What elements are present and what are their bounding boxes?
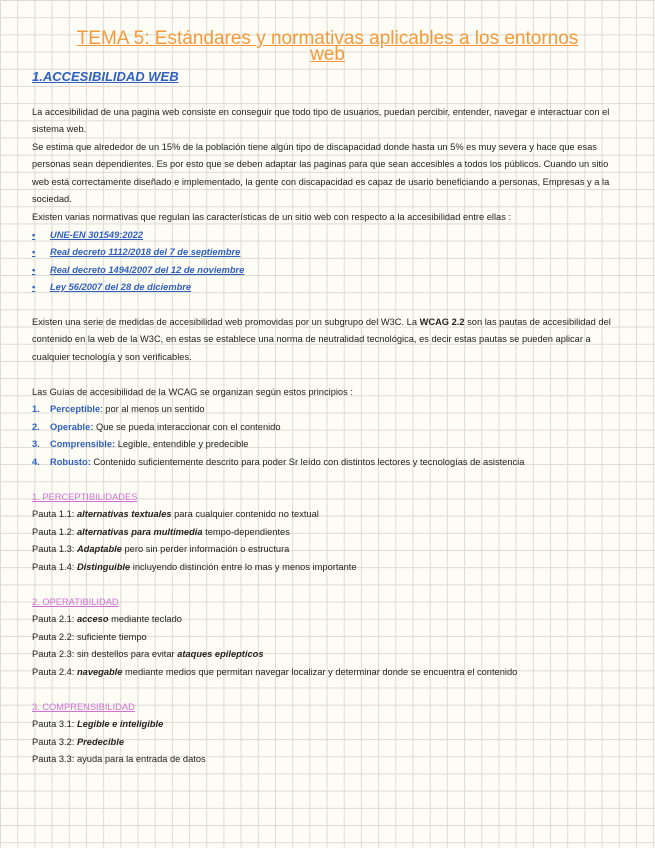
title-line-2: web <box>310 44 345 65</box>
bullet-icon: • <box>32 247 36 257</box>
section-heading-perceptibilidades: 1. PERCEPTIBILIDADES <box>32 492 138 502</box>
wcag-term: WCAG 2.2 <box>419 317 465 327</box>
wcag-paragraph: Existen una serie de medidas de accesibilidad web promovidas por un subgrupo del W3C. La WCAG 2.2 son las pautas de accesibilidad del contenido en la web de la W3C, en estas se establece una norma de neutralidad tecnológica, es decir estas pautas se pueden aplicar a cualquier tecnología y son verificables. <box>32 317 611 362</box>
bullet-icon: • <box>32 230 36 240</box>
principles-intro: Las Guías de accesibilidad de la WCAG se organizan según estos principios : <box>32 387 353 397</box>
title-line-1: TEMA 5: Estándares y normativas aplicables a los entornos <box>76 28 579 49</box>
section-heading-comprensibilidad: 3. COMPRENSIBILIDAD <box>32 702 135 712</box>
pauta-item: Pauta 1.3: Adaptable pero sin perder información o estructura <box>32 544 290 554</box>
pauta-item: Pauta 3.2: Predecible <box>32 737 124 747</box>
principle-item: 2. Operable: Que se pueda interaccionar con el contenido <box>32 422 281 432</box>
pauta-item: Pauta 3.3: ayuda para la entrada de datos <box>32 754 206 764</box>
section-heading-accesibilidad: 1.ACCESIBILIDAD WEB <box>32 69 179 84</box>
normas-paragraph: Existen varias normativas que regulan las características de un sitio web con respecto a la accesibilidad entre ellas : <box>32 212 512 222</box>
principle-item: 3. Comprensible: Legible, entendible y predecible <box>32 439 249 449</box>
pauta-item: Pauta 3.1: Legible e inteligible <box>32 719 164 729</box>
pauta-item: Pauta 2.1: acceso mediante teclado <box>32 614 182 624</box>
section-heading-operatibilidad: 2. OPERATIBILIDAD <box>32 597 119 607</box>
pauta-item: Pauta 2.4: navegable mediante medios que permitan navegar localizar y determinar donde se encuentra el contenido <box>32 667 518 677</box>
norma-item: • UNE-EN 301549:2022 <box>32 227 143 244</box>
principle-item: 1. Perceptible: por al menos un sentido <box>32 404 205 414</box>
estimate-paragraph: Se estima que alrededor de un 15% de la población tiene algún tipo de discapacidad donde hasta un 5% es muy severa y hace que esas personas sean dependientes. Es por esto que se deben adaptar las paginas para que sean accesibles a todos los públicos. Cuando un sitio web está correctamente diseñado e implementado, la gente con discapacidad es capaz de usario beneficiando a personas, Empresas y a la sociedad. <box>32 142 610 205</box>
bullet-icon: • <box>32 282 36 292</box>
pauta-item: Pauta 1.2: alternativas para multimedia tempo-dependientes <box>32 527 290 537</box>
pauta-item: Pauta 1.1: alternativas textuales para cualquier contenido no textual <box>32 509 319 519</box>
page-title <box>20 28 635 65</box>
principle-item: 4. Robusto: Contenido suficientemente descrito para poder Sr leído con distintos lectores y tecnologías de asistencia <box>32 457 525 467</box>
pauta-item: Pauta 1.4: Distinguible incluyendo distinción entre lo mas y menos importante <box>32 562 357 572</box>
bullet-icon: • <box>32 265 36 275</box>
norma-item: • Real decreto 1494/2007 del 12 de noviembre <box>32 262 244 279</box>
intro-paragraph: La accesibilidad de una pagina web consiste en conseguir que todo tipo de usuarios, puedan percibir, entender, navegar e interactuar con el sistema web. <box>32 107 610 135</box>
norma-item: • Real decreto 1112/2018 del 7 de septiembre <box>32 244 240 261</box>
pauta-item: Pauta 2.2: suficiente tiempo <box>32 632 147 642</box>
pauta-item: Pauta 2.3: sin destellos para evitar ataques epilepticos <box>32 649 264 659</box>
norma-item: • Ley 56/2007 del 28 de diciembre <box>32 279 191 296</box>
